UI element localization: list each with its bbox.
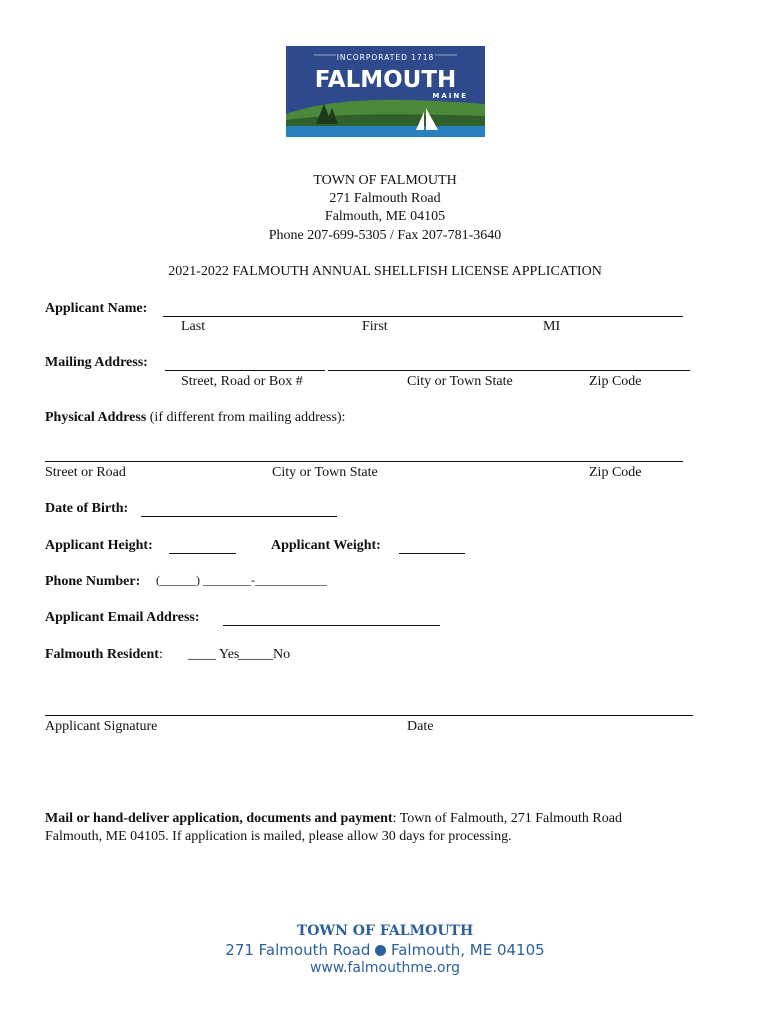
footer-website[interactable]: www.falmouthme.org — [309, 960, 460, 976]
name-first-caption: First — [362, 319, 388, 334]
resident-yes-option[interactable]: ____ Yes — [188, 647, 240, 662]
applicant-name-label: Applicant Name: — [45, 301, 148, 316]
header-city: Falmouth, ME 04105 — [324, 209, 446, 224]
name-mi-caption: MI — [543, 319, 561, 334]
logo-incorporated-text: INCORPORATED 1718 — [336, 53, 435, 62]
weight-label: Applicant Weight: — [271, 538, 381, 553]
physical-street-caption: Street or Road — [45, 465, 126, 480]
email-label: Applicant Email Address: — [45, 610, 200, 625]
mailing-street-line[interactable] — [165, 370, 325, 371]
height-line[interactable] — [169, 553, 236, 554]
footer-address-right: Falmouth, ME 04105 — [390, 941, 545, 959]
logo-name-text: FALMOUTH — [314, 67, 457, 93]
signature-line[interactable] — [45, 715, 693, 716]
resident-label: Falmouth Resident — [45, 647, 159, 662]
mail-note-line1 — [45, 811, 622, 827]
mail-note-bold: Mail or hand-deliver application, documents and payment — [45, 811, 393, 826]
logo-state-text: MAINE — [432, 92, 468, 100]
weight-line[interactable] — [399, 553, 465, 554]
bullet-icon — [375, 945, 386, 956]
physical-address-note: (if different from mailing address): — [146, 410, 346, 425]
mail-note-line2: Falmouth, ME 04105. If application is mailed, please allow 30 days for processing. — [45, 829, 512, 844]
falmouth-logo — [286, 46, 485, 137]
header-town: TOWN OF FALMOUTH — [313, 173, 457, 188]
header-street: 271 Falmouth Road — [329, 191, 441, 206]
physical-address-label — [45, 410, 345, 426]
dob-label: Date of Birth: — [45, 501, 129, 516]
resident-row — [45, 647, 163, 663]
header-phone: Phone 207-699-5305 / Fax 207-781-3640 — [268, 228, 502, 243]
dob-line[interactable] — [141, 516, 337, 517]
physical-zip-caption: Zip Code — [589, 465, 642, 480]
physical-city-caption: City or Town State — [272, 465, 378, 480]
resident-colon: : — [158, 647, 163, 662]
phone-label: Phone Number: — [45, 574, 141, 589]
mail-note-rest: : Town of Falmouth, 271 Falmouth Road — [392, 811, 622, 826]
signature-caption: Applicant Signature — [45, 719, 158, 734]
mailing-address-label: Mailing Address: — [45, 355, 148, 370]
email-line[interactable] — [223, 625, 440, 626]
footer-address-left: 271 Falmouth Road — [225, 941, 371, 959]
mailing-city-zip-line[interactable] — [328, 370, 690, 371]
date-caption: Date — [407, 719, 434, 734]
phone-field[interactable]: (______) ________-____________ — [156, 573, 327, 587]
mailing-city-caption: City or Town State — [407, 374, 513, 389]
resident-no-option[interactable]: _____No — [238, 647, 291, 662]
height-label: Applicant Height: — [45, 538, 153, 553]
mailing-street-caption: Street, Road or Box # — [181, 374, 303, 389]
physical-address-line[interactable] — [45, 461, 683, 462]
footer-town: TOWN OF FALMOUTH — [296, 923, 474, 939]
footer-address — [0, 941, 770, 959]
name-last-caption: Last — [181, 319, 206, 334]
applicant-name-line[interactable] — [163, 316, 683, 317]
form-title: 2021-2022 FALMOUTH ANNUAL SHELLFISH LICENSE APPLICATION — [168, 264, 602, 279]
physical-address-bold: Physical Address — [45, 410, 147, 425]
mailing-zip-caption: Zip Code — [589, 374, 642, 389]
